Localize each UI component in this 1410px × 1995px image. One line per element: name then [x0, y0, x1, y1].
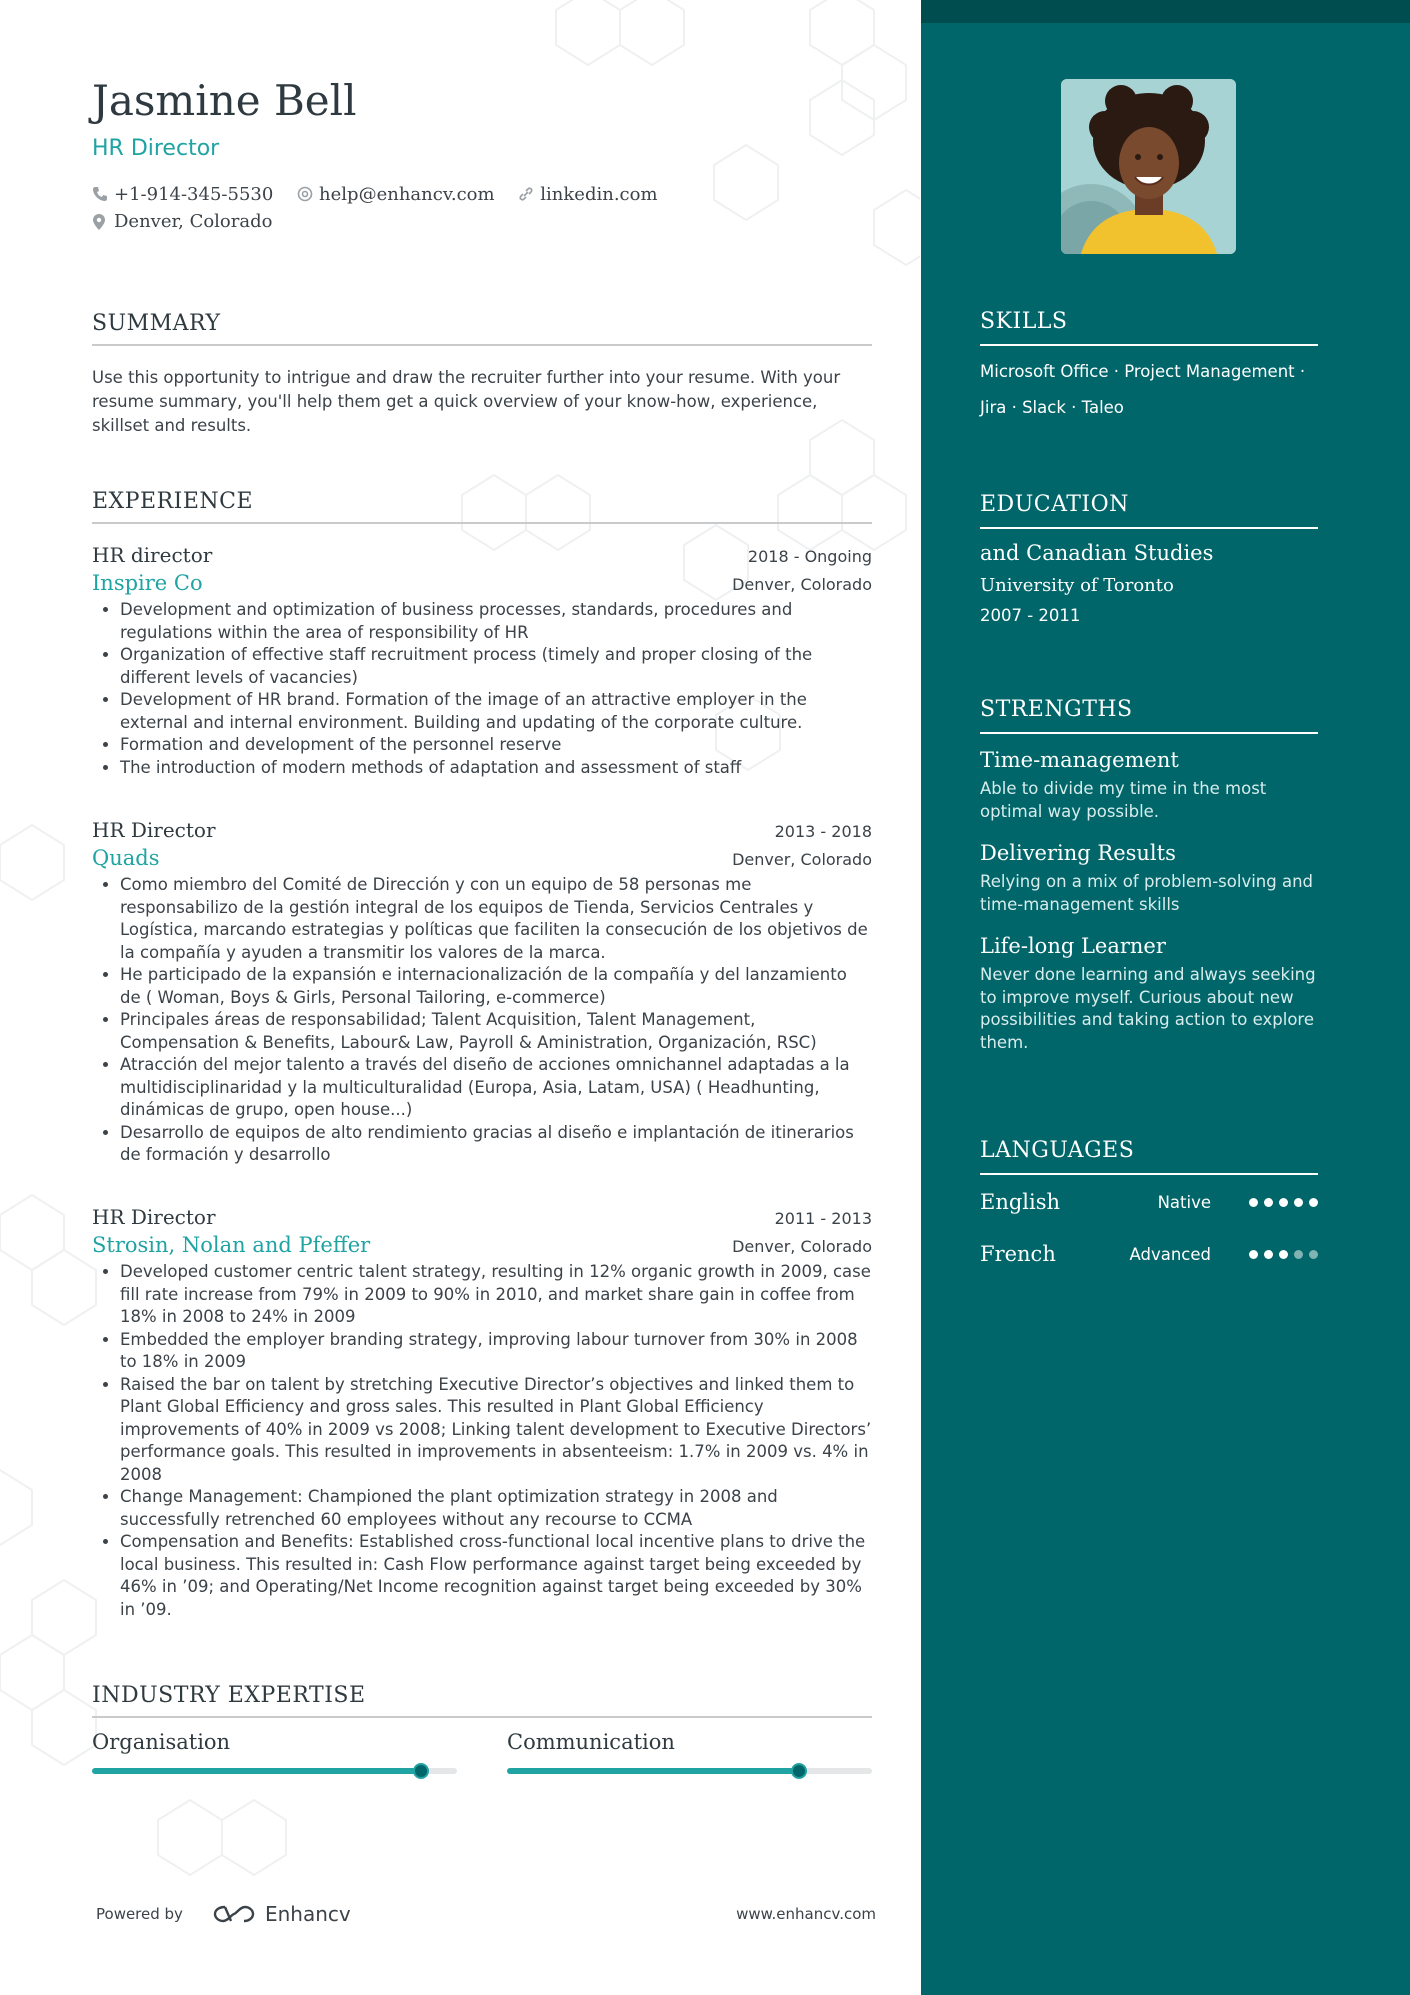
bullet-item: • Atracción del mejor talento a través del diseño de acciones omnichannel adaptadas a la multidisciplinaridad y la multiculturalidad (Europa, Asia, Latam, USA) ( Headhunting, dinámicas de grupo, open house...)	[120, 1054, 872, 1122]
sidebar	[921, 0, 1410, 1995]
strengths-section	[980, 697, 1318, 1054]
link-icon	[518, 186, 534, 202]
footer-url[interactable]: www.enhancv.com	[736, 1905, 876, 1923]
expertise-bar-knob	[791, 1763, 807, 1779]
industry-heading: INDUSTRY EXPERTISE	[92, 1683, 872, 1718]
dot-empty	[1309, 1250, 1318, 1259]
phone-text: +1-914-345-5530	[114, 183, 274, 205]
job-location: Denver, Colorado	[732, 1237, 872, 1256]
language-name: French	[980, 1242, 1056, 1266]
location-pin-icon	[92, 213, 106, 231]
bullet-item: • Development and optimization of business processes, standards, procedures and regulations within the area of responsibility of HR	[120, 599, 872, 644]
language-level: Advanced	[1129, 1244, 1211, 1264]
skills-heading: SKILLS	[980, 309, 1318, 346]
strengths-heading: STRENGTHS	[980, 697, 1318, 734]
bullet-item: • Development of HR brand. Formation of the image of an attractive employer in the external and internal environment. Building and updating of the corporate culture.	[120, 689, 872, 734]
job-entry	[92, 818, 872, 1167]
email-text: help@enhancv.com	[319, 183, 495, 205]
strength-title: Time-management	[980, 748, 1179, 772]
candidate-title: HR Director	[92, 136, 220, 161]
job-bullets	[92, 1261, 872, 1621]
bullet-item: • Change Management: Championed the plant optimization strategy in 2008 and successfully retrenched 60 employees without any recourse to CCMA	[120, 1486, 872, 1531]
education-heading: EDUCATION	[980, 492, 1318, 529]
summary-heading: SUMMARY	[92, 311, 872, 346]
bullet-item: • Organization of effective staff recruitment process (timely and proper closing of the different levels of vacancies)	[120, 644, 872, 689]
job-company: Strosin, Nolan and Pfeffer	[92, 1233, 371, 1257]
strength-desc: Relying on a mix of problem-solving and time-management skills	[980, 872, 1314, 914]
job-entry	[92, 543, 872, 779]
skills-line: Microsoft Office · Project Management ·	[980, 362, 1306, 381]
expertise-name: Organisation	[92, 1730, 231, 1754]
bullet-item: • Principales áreas de responsabilidad; Talent Acquisition, Talent Management, Compensation & Benefits, Labour& Law, Payroll & Aministration, Organización, RSC)	[120, 1009, 872, 1054]
avatar-illustration	[1061, 79, 1236, 254]
summary-text: Use this opportunity to intrigue and draw the recruiter further into your resume. With your resume summary, you'll help them get a quick overview of your know-how, experience, skillset and results.	[92, 368, 841, 435]
languages-section	[980, 1138, 1318, 1269]
brand-text: Enhancv	[264, 1902, 351, 1926]
contact-line	[92, 181, 676, 207]
bullet-item: • Embedded the employer branding strategy, improving labour turnover from 30% in 2008 to 18% in 2009	[120, 1329, 872, 1374]
industry-expertise	[92, 1730, 872, 1774]
phone-icon	[92, 186, 108, 202]
bullet-item: • Developed customer centric talent strategy, resulting in 12% organic growth in 2009, case fill rate increase from 79% in 2009 to 90% in 2010, and market share gain in coffee from 18% in 2008 to 24% in 2009	[120, 1261, 872, 1329]
job-dates: 2018 - Ongoing	[747, 547, 872, 566]
job-title: HR Director	[92, 818, 216, 842]
sidebar-top-strip	[921, 0, 1410, 23]
email-contact[interactable]	[297, 181, 495, 207]
job-bullets	[92, 874, 872, 1167]
job-location: Denver, Colorado	[732, 575, 872, 594]
dot-filled	[1294, 1198, 1303, 1207]
expertise-item	[507, 1730, 872, 1774]
footer	[96, 1902, 876, 1926]
dot-filled	[1279, 1250, 1288, 1259]
education-dates: 2007 - 2011	[980, 606, 1081, 625]
strength-title: Life-long Learner	[980, 934, 1166, 958]
bullet-item: • Raised the bar on talent by stretching Executive Director’s objectives and linked them to Plant Global Efficiency and gross sales. This resulted in Plant Global Efficiency improvements of 40% in 2009 vs 2008; Linking talent development to Executive Directors’ performance goals. This resulted in improvements in absenteeism: 1.7% in 2009 vs. 4% in 2008	[120, 1374, 872, 1487]
link-text: linkedin.com	[540, 183, 658, 205]
powered-by-text: Powered by	[96, 1905, 183, 1923]
strength-desc: Able to divide my time in the most optimal way possible.	[980, 779, 1267, 821]
languages-heading: LANGUAGES	[980, 1138, 1318, 1175]
link-contact[interactable]	[518, 181, 657, 207]
job-entry	[92, 1205, 872, 1621]
location-text: Denver, Colorado	[114, 211, 273, 232]
bullet-item: • The introduction of modern methods of adaptation and assessment of staff	[120, 757, 872, 780]
language-name: English	[980, 1190, 1061, 1214]
bullet-item: • Compensation and Benefits: Established cross-functional local incentive plans to drive the local business. This resulted in: Cash Flow performance against target being exceeded by 46% in ’09; and Operating/Net Income recognition against target being exceeded by 30% in ’09.	[120, 1531, 872, 1621]
candidate-name: Jasmine Bell	[92, 76, 357, 125]
dot-filled	[1309, 1198, 1318, 1207]
expertise-bar-fill	[507, 1768, 799, 1774]
location-line	[92, 211, 272, 232]
language-row	[980, 1187, 1318, 1217]
education-school: University of Toronto	[980, 575, 1174, 596]
bullet-item: • Como miembro del Comité de Dirección y con un equipo de 58 personas me responsabilizo de la gestión integral de los equipos de Tienda, Servicios Centrales y Logística, marcando estrategias y políticas que faciliten la consecución de los objetivos de la compañía y ayuden a transmitir los valores de la marca.	[120, 874, 872, 964]
job-location: Denver, Colorado	[732, 850, 872, 869]
job-bullets	[92, 599, 872, 779]
expertise-bar	[92, 1768, 457, 1774]
bullet-item: • Desarrollo de equipos de alto rendimiento gracias al diseño e implantación de itinerarios de formación y desarrollo	[120, 1122, 872, 1167]
education-degree: and Canadian Studies	[980, 541, 1214, 565]
expertise-name: Communication	[507, 1730, 675, 1754]
dot-filled	[1264, 1198, 1273, 1207]
expertise-bar	[507, 1768, 872, 1774]
job-company: Quads	[92, 846, 160, 870]
at-icon	[297, 186, 313, 202]
strength-title: Delivering Results	[980, 841, 1176, 865]
expertise-item	[92, 1730, 457, 1774]
job-dates: 2013 - 2018	[774, 822, 872, 841]
language-dots	[1243, 1250, 1318, 1259]
profile-photo	[1061, 79, 1236, 254]
enhancv-logo[interactable]	[211, 1902, 351, 1926]
education-section	[980, 492, 1318, 625]
dot-filled	[1264, 1250, 1273, 1259]
strength-desc: Never done learning and always seeking to improve myself. Curious about new possibilities and taking action to explore them.	[980, 965, 1316, 1052]
bullet-item: • He participado de la expansión e internacionalización de la compañía y del lanzamiento de ( Woman, Boys & Girls, Personal Tailoring, e-commerce)	[120, 964, 872, 1009]
dot-empty	[1294, 1250, 1303, 1259]
job-title: HR Director	[92, 1205, 216, 1229]
phone-contact[interactable]	[92, 181, 273, 207]
enhancv-logo-icon	[211, 1903, 257, 1925]
skills-line: Jira · Slack · Taleo	[980, 398, 1124, 417]
bullet-item: • Formation and development of the personnel reserve	[120, 734, 872, 757]
job-title: HR director	[92, 543, 213, 567]
job-dates: 2011 - 2013	[774, 1209, 872, 1228]
dot-filled	[1249, 1198, 1258, 1207]
expertise-bar-knob	[413, 1763, 429, 1779]
job-company: Inspire Co	[92, 571, 203, 595]
expertise-bar-fill	[92, 1768, 421, 1774]
language-row	[980, 1239, 1318, 1269]
dot-filled	[1279, 1198, 1288, 1207]
language-level: Native	[1157, 1192, 1211, 1212]
language-dots	[1243, 1198, 1318, 1207]
skills-section	[980, 309, 1318, 417]
experience-heading: EXPERIENCE	[92, 489, 872, 524]
dot-filled	[1249, 1250, 1258, 1259]
